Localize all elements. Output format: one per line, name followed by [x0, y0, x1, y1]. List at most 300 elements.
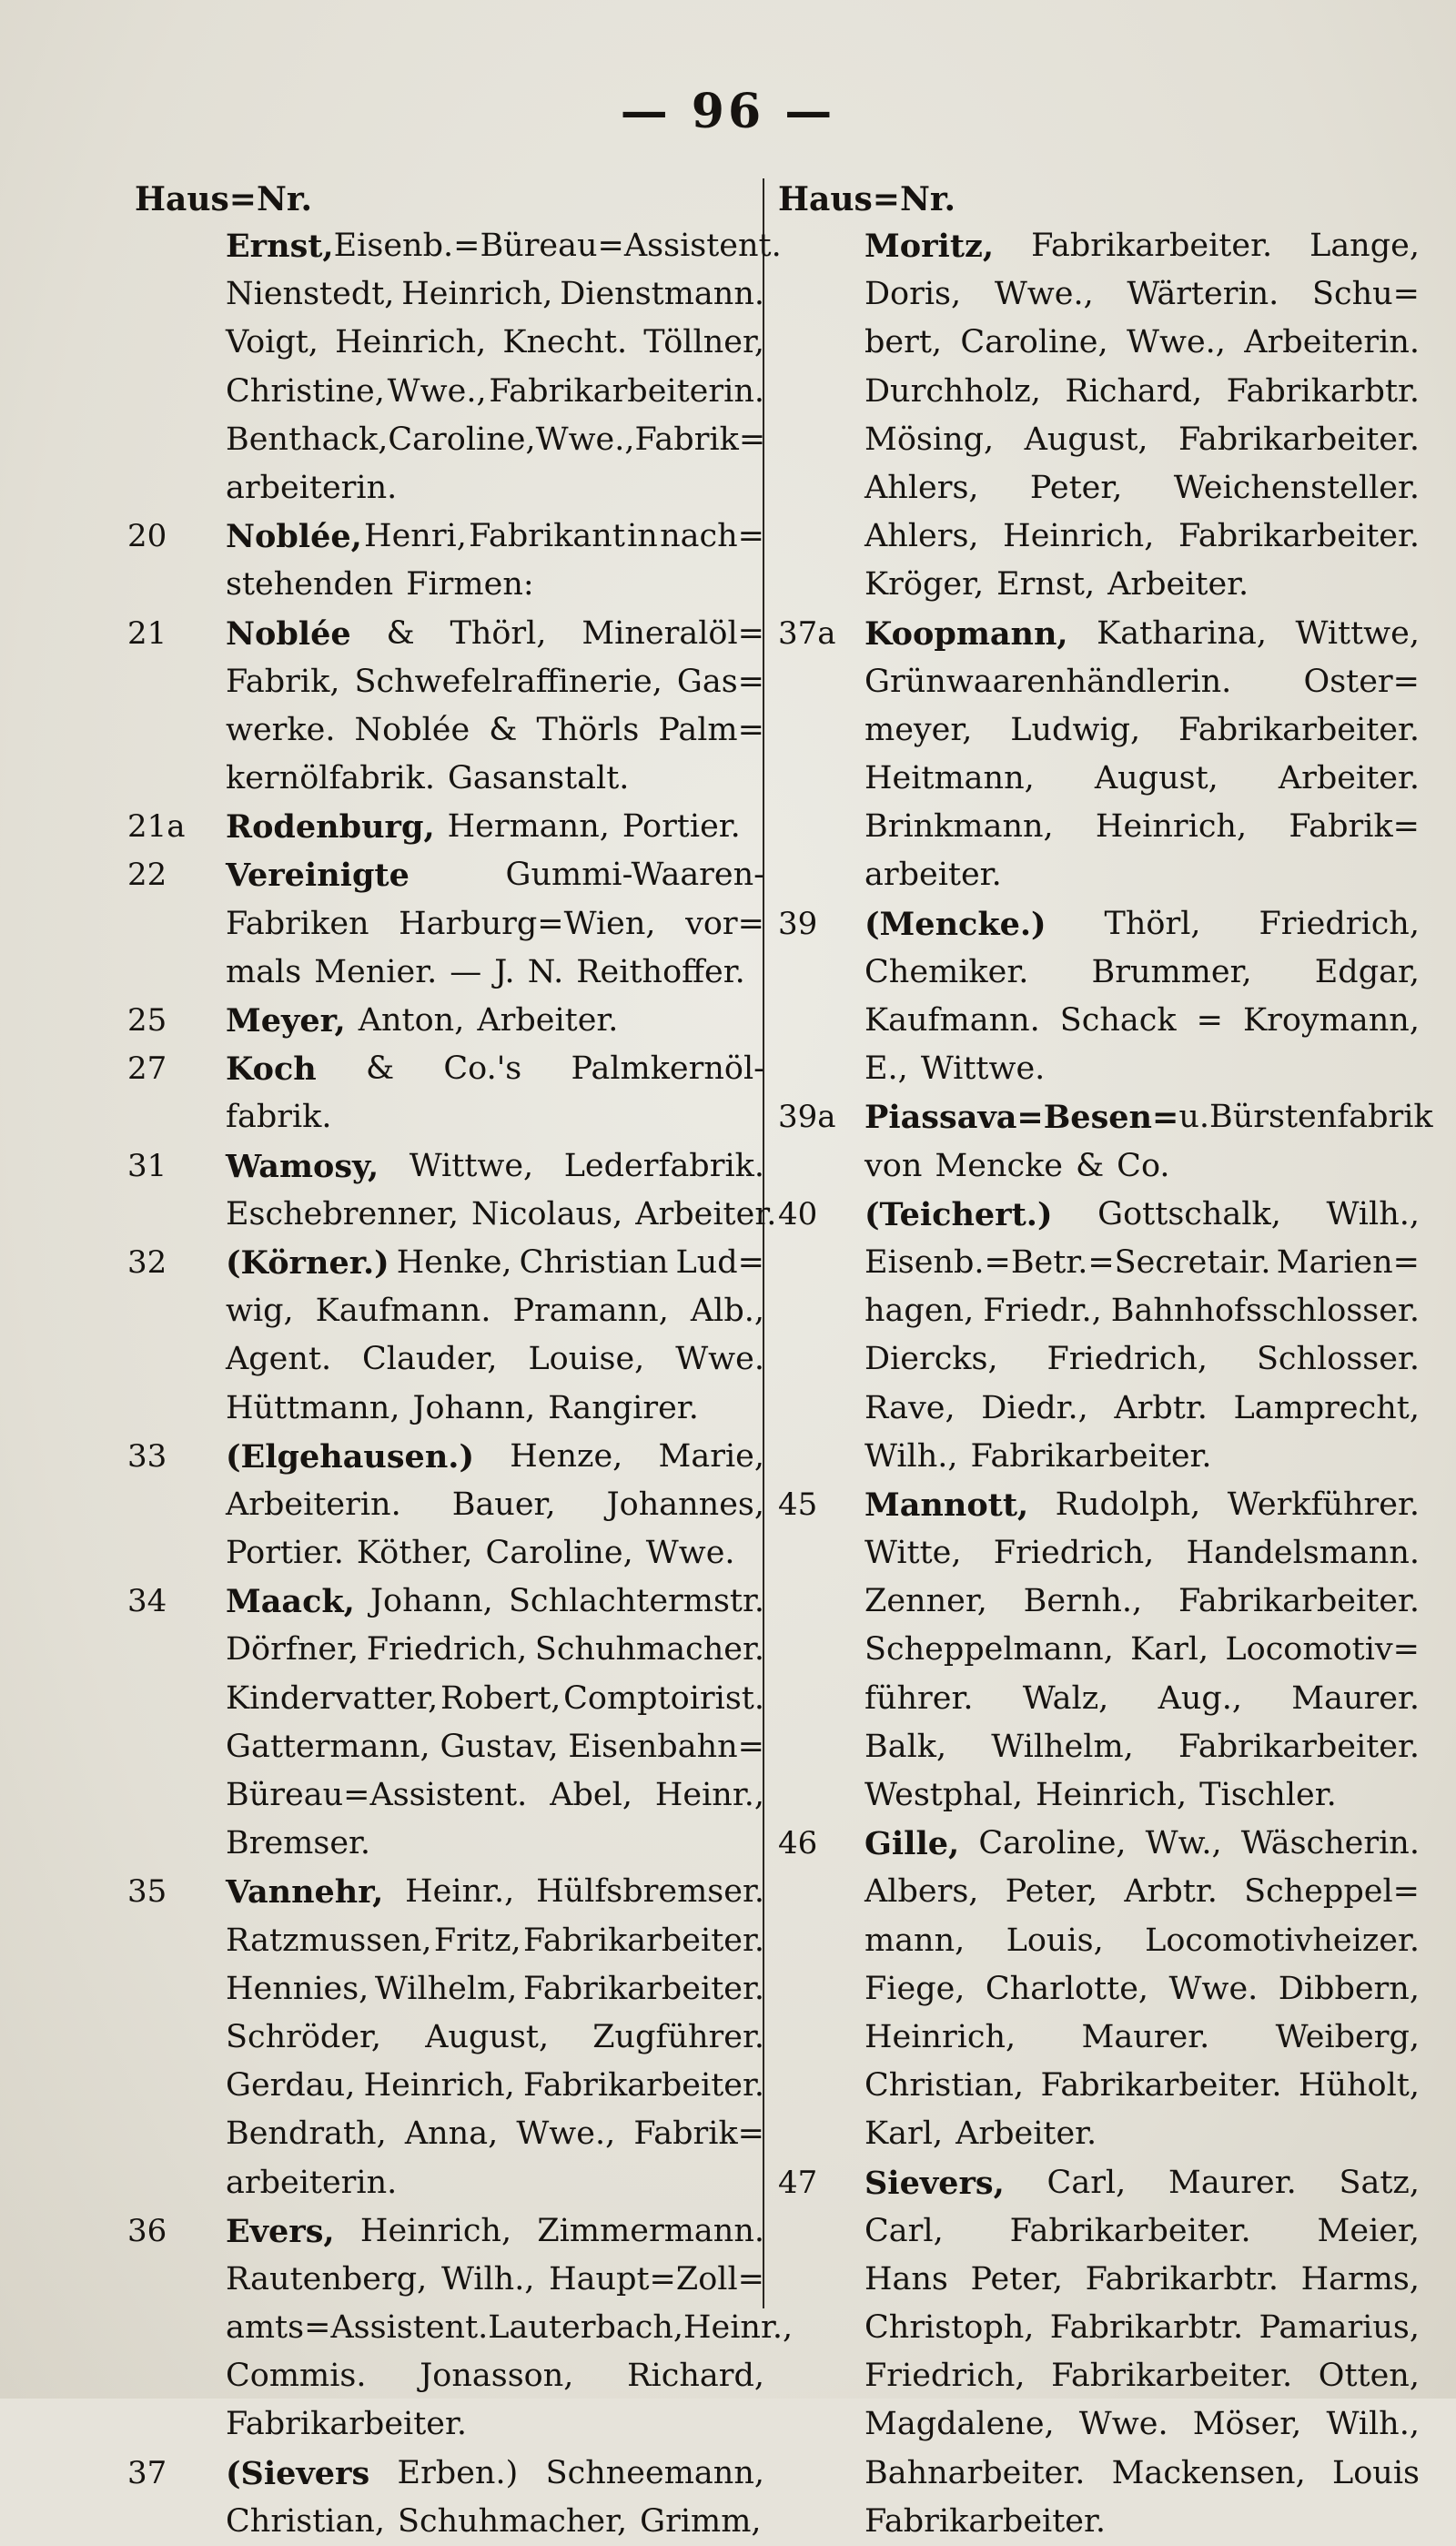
- word: Menier.: [314, 948, 437, 997]
- word: Koch: [226, 1045, 317, 1093]
- entry-line: [864, 997, 1420, 1045]
- word: Richard,: [1065, 368, 1202, 416]
- entry-line: [864, 755, 1420, 803]
- entry-line: [226, 1529, 764, 1577]
- entry-line: [226, 1965, 764, 2013]
- word: Koopmann,: [864, 610, 1068, 658]
- entry-line: [864, 2207, 1420, 2256]
- word: August,: [1095, 755, 1218, 803]
- word: Schneemann,: [546, 2450, 764, 2498]
- word: Reithoffer.: [576, 948, 745, 997]
- word: werke.: [226, 706, 335, 755]
- word: Maurer.: [1082, 2013, 1210, 2062]
- word: Fabrikarbeiter.: [1178, 1577, 1420, 1626]
- word: Firmen:: [406, 561, 533, 609]
- word: Knecht.: [502, 319, 627, 367]
- word: Christian: [520, 1239, 669, 1287]
- directory-entry: [778, 610, 1420, 900]
- word: Fabrikarbeiter.: [1178, 416, 1420, 464]
- word: Jonasson,: [420, 2352, 573, 2400]
- directory-entry: [127, 2450, 764, 2546]
- word: &: [386, 610, 414, 658]
- word: Harms,: [1301, 2256, 1420, 2304]
- word: Friedrich,: [1259, 900, 1420, 948]
- word: Wärterin.: [1127, 270, 1279, 319]
- word: Diedr.,: [981, 1385, 1088, 1433]
- entry-line: [864, 1917, 1420, 1965]
- word: Benthack,: [226, 416, 388, 464]
- house-number: 27: [127, 1045, 237, 1093]
- directory-entry: [778, 1481, 1420, 1820]
- word: Wittwe,: [410, 1142, 533, 1191]
- word: (Mencke.): [864, 900, 1046, 948]
- word: Otten,: [1319, 2352, 1420, 2400]
- word: Dibbern,: [1279, 1965, 1420, 2013]
- entry-line: [864, 1433, 1420, 1481]
- word: Fabrikarbeiter.: [864, 2498, 1106, 2546]
- word: Schu=: [1312, 270, 1420, 319]
- word: Fabrikarbtr.: [1050, 2304, 1243, 2352]
- word: Grimm,: [640, 2498, 761, 2546]
- word: Comptoirist.: [563, 1675, 764, 1723]
- entry-line: [864, 2062, 1420, 2110]
- word: Zenner,: [864, 1577, 987, 1626]
- word: (Teichert.): [864, 1191, 1053, 1239]
- word: arbeiterin.: [226, 2159, 397, 2207]
- word: amts=Assistent.: [226, 2304, 488, 2352]
- entry-line: [226, 948, 764, 997]
- entry-line: [226, 2013, 764, 2062]
- word: u.: [1178, 1093, 1209, 1141]
- word: Nicolaus,: [471, 1191, 622, 1239]
- word: Noblée,: [226, 512, 362, 561]
- word: Ww.,: [1146, 1820, 1222, 1868]
- word: Gummi-Waaren-: [506, 851, 764, 899]
- word: Schlachtermstr.: [509, 1577, 764, 1626]
- word: Charlotte,: [986, 1965, 1148, 2013]
- word: Wilh.,: [1326, 1191, 1420, 1239]
- word: Rangirer.: [548, 1385, 699, 1433]
- word: Friedr.,: [983, 1287, 1101, 1335]
- entry-line: [226, 2207, 764, 2256]
- word: Wwe.,: [516, 2110, 615, 2158]
- entry-line: [226, 2352, 764, 2400]
- word: Heinr.,: [405, 1868, 514, 1916]
- word: Zimmermann.: [537, 2207, 764, 2256]
- entry-line: [864, 610, 1420, 658]
- word: Noblée: [355, 706, 470, 755]
- word: Gas=: [677, 658, 764, 706]
- word: Wilhelm,: [375, 1965, 518, 2013]
- directory-entry: [127, 803, 764, 851]
- house-number: 22: [127, 851, 237, 899]
- word: Wilhelm,: [991, 1723, 1134, 1771]
- entry-line: [864, 1868, 1420, 1916]
- entry-line: [864, 464, 1420, 512]
- entry-line: [226, 658, 764, 706]
- entry-line: [226, 1917, 764, 1965]
- word: Fabrik=: [635, 416, 766, 464]
- word: meyer,: [864, 706, 972, 755]
- entry-line: [864, 1820, 1420, 1868]
- word: Louis,: [1006, 1917, 1104, 1965]
- entry-line: [226, 1433, 764, 1481]
- word: Palm=: [658, 706, 764, 755]
- word: Locomotivheizer.: [1145, 1917, 1420, 1965]
- directory-entry: [127, 1868, 764, 2206]
- word: Agent.: [226, 1335, 331, 1384]
- word: Louis: [1332, 2450, 1420, 2498]
- word: Arbeiter.: [956, 2110, 1097, 2158]
- word: Heinrich,: [360, 2207, 511, 2256]
- entry-line: [226, 1481, 764, 1529]
- entry-line: [226, 222, 764, 270]
- word: Wilh.,: [1326, 2400, 1420, 2449]
- word: Alb.,: [691, 1287, 764, 1335]
- word: Marie,: [659, 1433, 764, 1481]
- word: Rave,: [864, 1385, 956, 1433]
- word: Johann,: [370, 1577, 493, 1626]
- word: Locomotiv=: [1225, 1626, 1420, 1674]
- word: Arbeiterin.: [226, 1481, 401, 1529]
- word: Lauterbach,: [488, 2304, 683, 2352]
- word: Magdalene,: [864, 2400, 1055, 2449]
- word: Marien=: [1277, 1239, 1420, 1287]
- right-column: [778, 222, 1420, 2546]
- entry-line: [226, 1335, 764, 1384]
- word: Fabrik=: [633, 2110, 764, 2158]
- word: Gustav,: [440, 1723, 558, 1771]
- directory-entry: [127, 1577, 764, 1868]
- word: &: [1076, 1142, 1104, 1191]
- word: Ludwig,: [1010, 706, 1140, 755]
- word: Hüholt,: [1299, 2062, 1420, 2110]
- entry-line: [226, 2450, 764, 2498]
- word: Ernst,: [226, 222, 334, 270]
- word: Co.'s: [443, 1045, 521, 1093]
- directory-entry: [778, 1093, 1420, 1190]
- entry-line: [864, 1385, 1420, 1433]
- word: Commis.: [226, 2352, 367, 2400]
- word: Brinkmann,: [864, 803, 1054, 851]
- house-number: 33: [127, 1433, 237, 1481]
- word: Evers,: [226, 2207, 335, 2256]
- word: Schlosser.: [1257, 1335, 1420, 1384]
- word: Caroline,: [388, 416, 535, 464]
- entry-line: [226, 997, 764, 1045]
- word: Maurer.: [1291, 1675, 1420, 1723]
- word: Fabrikarbeiter.: [971, 1433, 1212, 1481]
- word: August,: [425, 2013, 549, 2062]
- word: Wwe.,: [1127, 319, 1226, 367]
- word: Dienstmann.: [560, 270, 764, 319]
- entry-line: [864, 416, 1420, 464]
- entry-line: [226, 512, 764, 561]
- entry-line: [226, 2159, 764, 2207]
- word: Friedrich,: [1047, 1335, 1208, 1384]
- word: vor=: [685, 900, 764, 948]
- word: Co.: [1117, 1142, 1169, 1191]
- word: Fabrikarbeiter.: [226, 2400, 467, 2449]
- word: —: [450, 948, 481, 997]
- word: Vannehr,: [226, 1868, 383, 1916]
- word: Bahnarbeiter.: [864, 2450, 1085, 2498]
- entry-line: [864, 1965, 1420, 2013]
- word: Gille,: [864, 1820, 959, 1868]
- word: Ahlers,: [864, 464, 979, 512]
- entry-line: [864, 1723, 1420, 1771]
- word: mals: [226, 948, 301, 997]
- word: Hennies,: [226, 1965, 369, 2013]
- directory-entry: [127, 851, 764, 997]
- word: Kaufmann.: [864, 997, 1040, 1045]
- house-number: 37a: [778, 610, 887, 658]
- entry-line: [226, 1142, 764, 1191]
- word: Heinrich,: [864, 2013, 1016, 2062]
- word: &: [489, 706, 517, 755]
- entry-line: [226, 1771, 764, 1820]
- word: Erben.): [398, 2450, 519, 2498]
- word: Westphal,: [864, 1771, 1023, 1820]
- word: Kröger,: [864, 561, 984, 609]
- word: Clauder,: [362, 1335, 498, 1384]
- word: kernölfabrik.: [226, 755, 435, 803]
- directory-entry: [778, 222, 1420, 610]
- word: Gerdau,: [226, 2062, 355, 2110]
- word: Fabrikarbeiter.: [1178, 706, 1420, 755]
- word: Thörl,: [450, 610, 546, 658]
- house-number: 40: [778, 1191, 887, 1239]
- word: Pamarius,: [1259, 2304, 1420, 2352]
- entry-line: [226, 1723, 764, 1771]
- word: Witte,: [864, 1529, 962, 1577]
- entry-line: [864, 1771, 1420, 1820]
- entry-line: [226, 706, 764, 755]
- word: Arbeiterin.: [1244, 319, 1420, 367]
- word: Rudolph,: [1056, 1481, 1201, 1529]
- entry-line: [226, 1577, 764, 1626]
- house-number: 21: [127, 610, 237, 658]
- entry-line: [226, 1045, 764, 1093]
- word: Eisenb.=Büreau=Assistent.: [334, 222, 782, 270]
- right-column-header: Haus=Nr.: [778, 180, 956, 218]
- word: Hermann,: [448, 803, 610, 851]
- word: Johann,: [412, 1385, 535, 1433]
- directory-entry: [127, 222, 764, 512]
- entry-line: [864, 2352, 1420, 2400]
- directory-entry: [127, 2207, 764, 2450]
- entry-line: [226, 2498, 764, 2546]
- word: Meier,: [1318, 2207, 1420, 2256]
- word: Wittwe.: [921, 1045, 1045, 1093]
- entry-line: [226, 319, 764, 367]
- word: Abel,: [550, 1771, 632, 1820]
- directory-entry: [778, 900, 1420, 1094]
- entry-line: [864, 658, 1420, 706]
- word: Heinrich,: [364, 2062, 515, 2110]
- entry-line: [864, 2159, 1420, 2207]
- word: Heinrich,: [1003, 512, 1154, 561]
- entry-line: [226, 755, 764, 803]
- word: Wilh.,: [864, 1433, 958, 1481]
- word: Weiberg,: [1276, 2013, 1420, 2062]
- word: Fabrikarbeiter.: [523, 2062, 764, 2110]
- house-number: 39: [778, 900, 887, 948]
- word: Wwe.,: [995, 270, 1094, 319]
- word: Wwe.: [1169, 1965, 1259, 2013]
- word: Bremser.: [226, 1820, 370, 1868]
- house-number: 34: [127, 1577, 237, 1626]
- word: Wamosy,: [226, 1142, 379, 1191]
- house-number: 20: [127, 512, 237, 561]
- word: Bahnhofsschlosser.: [1111, 1287, 1420, 1335]
- word: Carl,: [864, 2207, 944, 2256]
- house-number: 45: [778, 1481, 887, 1529]
- word: Lamprecht,: [1233, 1385, 1419, 1433]
- word: Wäscherin.: [1241, 1820, 1420, 1868]
- word: Wwe.: [675, 1335, 764, 1384]
- word: Doris,: [864, 270, 961, 319]
- word: Kroymann,: [1243, 997, 1420, 1045]
- word: Tischler.: [1199, 1771, 1337, 1820]
- word: Heitmann,: [864, 755, 1035, 803]
- entry-line: [864, 706, 1420, 755]
- directory-entry: [778, 1191, 1420, 1481]
- entry-line: [226, 1868, 764, 1916]
- entry-line: [864, 319, 1420, 367]
- word: mann,: [864, 1917, 965, 1965]
- word: Mineralöl=: [581, 610, 764, 658]
- word: Arbeiter.: [1107, 561, 1249, 609]
- word: Maurer.: [1168, 2159, 1297, 2207]
- entry-line: [226, 1675, 764, 1723]
- word: Karl,: [864, 2110, 943, 2158]
- word: Lederfabrik.: [564, 1142, 764, 1191]
- entry-line: [226, 1385, 764, 1433]
- word: Henke,: [397, 1239, 512, 1287]
- left-column: [127, 222, 764, 2546]
- house-number: 47: [778, 2159, 887, 2207]
- word: Dörfner,: [226, 1626, 359, 1674]
- word: Kaufmann.: [316, 1287, 491, 1335]
- entry-line: [226, 900, 764, 948]
- word: Edgar,: [1315, 948, 1420, 997]
- word: Satz,: [1339, 2159, 1419, 2207]
- word: Fabrikarbtr.: [1227, 368, 1420, 416]
- word: Anton,: [359, 997, 465, 1045]
- word: Handelsmann.: [1187, 1529, 1420, 1577]
- entry-line: [864, 512, 1420, 561]
- word: Lange,: [1309, 222, 1420, 270]
- word: von: [864, 1142, 922, 1191]
- word: (Körner.): [226, 1239, 389, 1287]
- entry-line: [226, 561, 764, 609]
- word: arbeiterin.: [226, 464, 397, 512]
- word: Eschebrenner,: [226, 1191, 459, 1239]
- directory-entry: [127, 1045, 764, 1141]
- word: Karl,: [1130, 1626, 1208, 1674]
- house-number: 46: [778, 1820, 887, 1868]
- entry-line: [226, 803, 764, 851]
- entry-line: [864, 561, 1420, 609]
- word: Heinr.,: [655, 1771, 764, 1820]
- word: Peter,: [1030, 464, 1122, 512]
- word: in: [627, 512, 658, 561]
- entry-line: [864, 2400, 1420, 2449]
- word: führer.: [864, 1675, 974, 1723]
- house-number: 31: [127, 1142, 237, 1191]
- word: Arbtr.: [1124, 1868, 1218, 1916]
- word: Friedrich,: [994, 1529, 1155, 1577]
- word: Chemiker.: [864, 948, 1028, 997]
- directory-entry: [778, 2159, 1420, 2546]
- entry-line: [864, 851, 1420, 899]
- entry-line: [226, 2400, 764, 2449]
- word: Thörls: [536, 706, 639, 755]
- entry-line: [226, 368, 764, 416]
- word: Fabrikarbeiter.: [1051, 2352, 1292, 2400]
- word: Christine,: [226, 368, 385, 416]
- directory-entry: [127, 997, 764, 1045]
- word: Christian,: [864, 2062, 1024, 2110]
- word: Bendrath,: [226, 2110, 387, 2158]
- entry-line: [226, 270, 764, 319]
- word: Mencke: [935, 1142, 1063, 1191]
- word: Fiege,: [864, 1965, 965, 2013]
- word: Peter,: [971, 2256, 1063, 2304]
- word: Schuhmacher,: [398, 2498, 627, 2546]
- word: Fabrikarbeiterin.: [489, 368, 764, 416]
- entry-line: [864, 1191, 1420, 1239]
- word: Fabrikarbeiter.: [1040, 2062, 1281, 2110]
- word: hagen,: [864, 1287, 974, 1335]
- entry-line: [226, 2110, 764, 2158]
- word: Johannes,: [607, 1481, 764, 1529]
- word: Fritz,: [434, 1917, 521, 1965]
- entry-line: [226, 1626, 764, 1674]
- word: Wwe.: [646, 1529, 735, 1577]
- word: Caroline,: [486, 1529, 633, 1577]
- word: Wwe.: [1079, 2400, 1168, 2449]
- word: Grünwaarenhändlerin.: [864, 658, 1231, 706]
- entry-line: [226, 1093, 764, 1141]
- entry-line: [864, 1093, 1420, 1141]
- word: J.: [494, 948, 514, 997]
- word: Heinrich,: [1036, 1771, 1187, 1820]
- word: Walz,: [1023, 1675, 1109, 1723]
- entry-line: [226, 1820, 764, 1868]
- entry-line: [864, 368, 1420, 416]
- word: Bernh.,: [1024, 1577, 1143, 1626]
- word: August,: [1025, 416, 1148, 464]
- word: stehenden: [226, 561, 393, 609]
- word: Schröder,: [226, 2013, 381, 2062]
- word: Hülfsbremser.: [536, 1868, 764, 1916]
- word: Eisenb.=Betr.=Secretair.: [864, 1239, 1271, 1287]
- word: Oster=: [1304, 658, 1421, 706]
- word: Rodenburg,: [226, 803, 435, 851]
- word: Richard,: [627, 2352, 764, 2400]
- word: Fabrikarbeiter.: [1010, 2207, 1251, 2256]
- word: bert,: [864, 319, 942, 367]
- word: Fabrik,: [226, 658, 339, 706]
- entry-line: [864, 2304, 1420, 2352]
- entry-line: [226, 1287, 764, 1335]
- word: Louise,: [528, 1335, 644, 1384]
- word: Arbeiter.: [1279, 755, 1420, 803]
- word: Kindervatter,: [226, 1675, 438, 1723]
- word: Scheppel=: [1244, 1868, 1420, 1916]
